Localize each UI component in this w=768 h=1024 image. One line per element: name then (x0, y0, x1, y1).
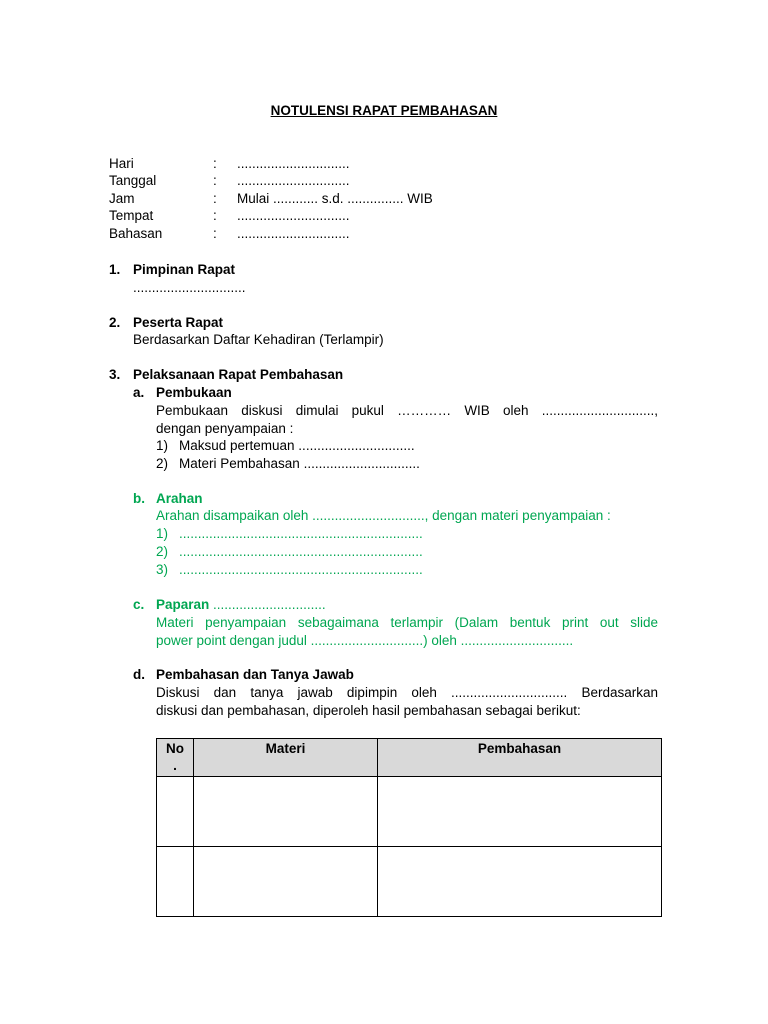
subsection-heading-paparan: Paparan (156, 597, 210, 612)
pembahasan-table (156, 738, 662, 917)
field-value-bahasan: .............................. (237, 226, 350, 241)
field-colon: : (213, 208, 217, 223)
column-header-pembahasan: Pembahasan (378, 739, 662, 777)
subsection-heading-pembukaan: Pembukaan (156, 385, 232, 400)
table-row (157, 777, 662, 847)
field-colon: : (213, 226, 217, 241)
field-colon: : (213, 173, 217, 188)
section-heading-pimpinan: Pimpinan Rapat (133, 262, 236, 277)
list-number: 1) (156, 526, 169, 541)
list-item-materi: Materi Pembahasan ............................... (179, 456, 420, 471)
field-label-tempat: Tempat (109, 208, 154, 223)
field-value-hari: .............................. (237, 156, 350, 171)
table-row (157, 847, 662, 917)
table-cell-pembahasan (378, 847, 662, 917)
section-number: 2. (109, 315, 121, 330)
subsection-letter: b. (133, 491, 145, 506)
list-number: 2) (156, 544, 169, 559)
table-cell-no (157, 777, 194, 847)
list-item-arahan: ................................................................. (179, 562, 423, 577)
subsection-text-pembahasan-line1: Diskusi dan tanya jawab dipimpin oleh ............................... Berdasarkan (156, 685, 658, 700)
table-header-row (157, 739, 662, 777)
list-number: 2) (156, 456, 169, 471)
subsection-letter: d. (133, 667, 145, 682)
subsection-letter: a. (133, 385, 145, 400)
table-cell-no (157, 847, 194, 917)
subsection-heading-paparan-line (156, 596, 326, 613)
subsection-heading-arahan: Arahan (156, 491, 203, 506)
section-heading-peserta: Peserta Rapat (133, 315, 224, 330)
field-colon: : (213, 191, 217, 206)
list-item-arahan: ................................................................. (179, 544, 423, 559)
section-number: 1. (109, 262, 121, 277)
subsection-text-pembukaan-line2: dengan penyampaian : (156, 421, 294, 436)
list-item-maksud: Maksud pertemuan ............................... (179, 438, 415, 453)
field-colon: : (213, 156, 217, 171)
subsection-text-pembahasan-line2: diskusi dan pembahasan, diperoleh hasil pembahasan sebagai berikut: (156, 703, 581, 718)
list-number: 3) (156, 562, 169, 577)
field-label-jam: Jam (109, 191, 135, 206)
section-heading-pelaksanaan: Pelaksanaan Rapat Pembahasan (133, 367, 344, 382)
table-cell-materi (194, 777, 378, 847)
section-text-peserta: Berdasarkan Daftar Kehadiran (Terlampir) (133, 332, 384, 347)
field-value-tempat: .............................. (237, 208, 350, 223)
section-text-pimpinan: .............................. (133, 280, 246, 295)
table-cell-pembahasan (378, 777, 662, 847)
subsection-text-arahan: Arahan disampaikan oleh .............................., dengan materi penyampaian : (156, 508, 611, 523)
column-header-no-line2: . (173, 758, 177, 773)
column-header-no-line1: No (166, 741, 184, 756)
list-item-arahan: ................................................................. (179, 526, 423, 541)
field-label-bahasan: Bahasan (109, 226, 163, 241)
subsection-letter: c. (133, 597, 145, 612)
subsection-text-pembukaan-line1: Pembukaan diskusi dimulai pukul ………… WIB oleh .............................., (156, 403, 658, 418)
field-label-tanggal: Tanggal (109, 173, 157, 188)
field-label-hari: Hari (109, 156, 134, 171)
column-header-materi: Materi (194, 739, 378, 777)
section-number: 3. (109, 367, 121, 382)
table-cell-materi (194, 847, 378, 917)
subsection-heading-pembahasan: Pembahasan dan Tanya Jawab (156, 667, 354, 682)
column-header-no (157, 739, 194, 777)
subsection-text-paparan-line2: power point dengan judul ..............................) oleh .............................. (156, 633, 574, 648)
field-value-tanggal: .............................. (237, 173, 350, 188)
list-number: 1) (156, 438, 169, 453)
document-title: NOTULENSI RAPAT PEMBAHASAN (270, 103, 498, 118)
subsection-text-paparan-line1: Materi penyampaian sebagaimana terlampir (Dalam bentuk print out slide (156, 615, 658, 630)
field-value-jam: Mulai ............ s.d. ............... WIB (237, 191, 433, 206)
paparan-dots: .............................. (213, 597, 326, 612)
